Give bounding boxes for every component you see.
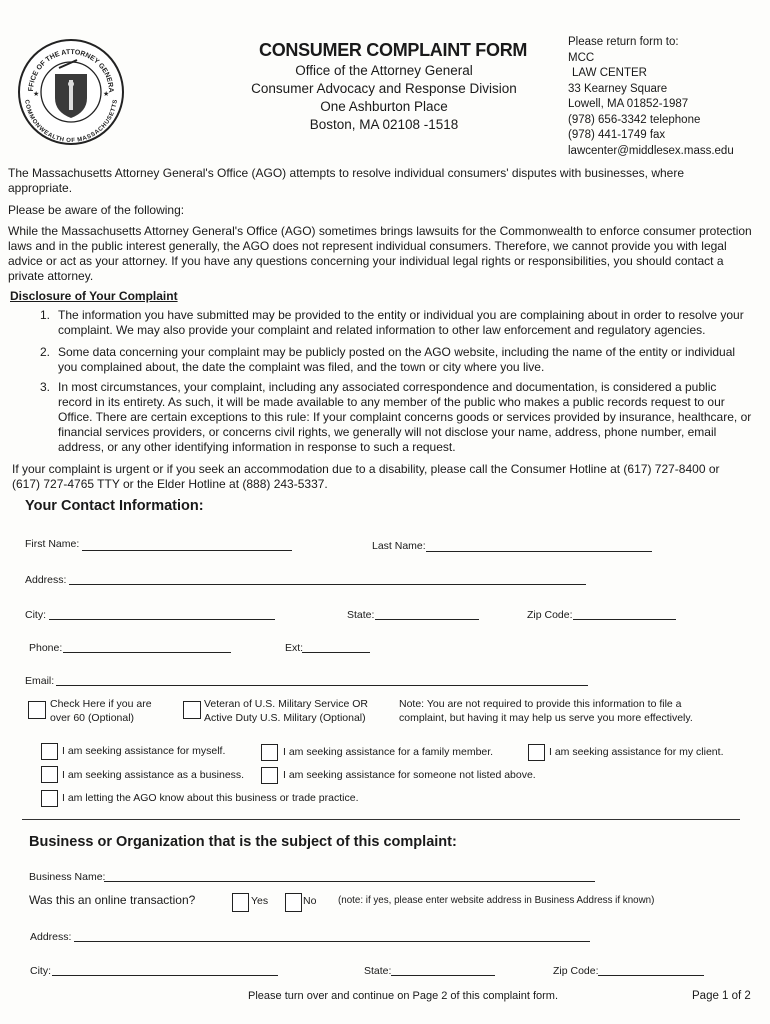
online-no-label: No: [303, 895, 317, 907]
online-transaction-question: Was this an online transaction?: [29, 893, 196, 907]
first-name-label: First Name:: [25, 538, 80, 550]
office-address-block: [225, 62, 543, 134]
assist-business-label: I am seeking assistance as a business.: [62, 769, 245, 781]
business-section-heading: Business or Organization that is the subject of this complaint:: [29, 834, 457, 850]
seal-inner-text: COMMONWEALTH OF MASSACHUSETTS: [23, 99, 119, 145]
seal-outer-text: FFICE OF THE ATTORNEY GENERA: [27, 48, 115, 93]
optional-info-note: [399, 697, 693, 725]
page-number: Page 1 of 2: [692, 990, 751, 1002]
business-name-field[interactable]: [104, 869, 595, 882]
return-email: lawcenter@middlesex.mass.edu: [568, 144, 734, 157]
office-line: Consumer Advocacy and Response Division: [251, 81, 517, 96]
disclosure-item: [40, 380, 752, 455]
office-line: Office of the Attorney General: [295, 63, 473, 78]
online-yes-checkbox[interactable]: [232, 893, 249, 912]
email-field[interactable]: [56, 673, 588, 686]
over-60-label-line: over 60 (Optional): [50, 712, 135, 724]
form-title: CONSUMER COMPLAINT FORM: [259, 40, 528, 60]
intro-paragraph-1: The Massachusetts Attorney General's Office (AGO) attempts to resolve individual consumers' disputes with businesses, where appropriate.: [8, 166, 684, 195]
svg-text:★: ★: [103, 91, 110, 98]
disclosure-item: [40, 308, 752, 338]
letting-ago-know-label: I am letting the AGO know about this business or trade practice.: [62, 792, 359, 804]
business-zip-field[interactable]: [598, 963, 704, 976]
assist-family-label: I am seeking assistance for a family member.: [283, 746, 494, 758]
online-yes-label: Yes: [251, 895, 269, 907]
disclosure-item-number: 1.: [40, 308, 51, 322]
letting-ago-know-checkbox[interactable]: [41, 790, 58, 807]
assist-other-checkbox[interactable]: [261, 767, 278, 784]
veteran-label: [204, 697, 368, 725]
business-name-label: Business Name:: [29, 871, 106, 883]
continue-instruction: Please turn over and continue on Page 2 of this complaint form.: [248, 990, 559, 1002]
disclosure-item-text: In most circumstances, your complaint, including any associated correspondence and documentation, is considered a public record in its entirety. As such, it will be made available to any member of the public who makes a public records request to our Office. There are certain exceptions to this rule: If your complaint concerns goods or services provided by insurance, healthcare, or financial services providers, or concerns civil rights, we generally will not disclose your name, address, phone number, email address, or any other identifying information in response to such a request.: [58, 380, 752, 454]
contact-section-heading: Your Contact Information:: [25, 498, 204, 514]
disclosure-item-number: 2.: [40, 345, 51, 359]
veteran-label-line: Veteran of U.S. Military Service OR: [204, 698, 368, 710]
last-name-field[interactable]: [426, 539, 652, 552]
assist-myself-checkbox[interactable]: [41, 743, 58, 760]
city-field[interactable]: [49, 607, 275, 620]
business-address-field[interactable]: [74, 929, 590, 942]
zip-label: Zip Code:: [527, 609, 573, 621]
assist-client-checkbox[interactable]: [528, 744, 545, 761]
section-divider: [22, 819, 740, 820]
disclosure-item-text: Some data concerning your complaint may be publicly posted on the AGO website, including the name of the entity or individual you complained about, the date the complaint was filed, and the town or city where you live.: [58, 345, 736, 374]
svg-text:★: ★: [33, 91, 40, 98]
disclosure-item-number: 3.: [40, 380, 51, 394]
intro-paragraph-3: While the Massachusetts Attorney General's Office (AGO) sometimes brings lawsuits for the Commonwealth to enforce consumer protection laws and in the public interest generally, the AGO does not represent individual consumers. Therefore, we cannot provide you with legal advice or act as your attorney. If you have any questions concerning your individual legal rights or responsibilities, you should contact a private attorney.: [8, 224, 752, 283]
disclosure-item-text: The information you have submitted may be provided to the entity or individual you are complaining about in order to resolve your complaint. We may also provide your complaint and related information to other law enforcement and regulatory agencies.: [58, 308, 744, 337]
phone-label: Phone:: [29, 642, 63, 654]
return-line: (978) 656-3342 telephone: [568, 113, 701, 126]
assist-myself-label: I am seeking assistance for myself.: [62, 745, 226, 757]
return-line: 33 Kearney Square: [568, 82, 668, 95]
state-field[interactable]: [375, 607, 479, 620]
note-line: Note: You are not required to provide this information to file a: [399, 698, 682, 710]
return-line: Please return form to:: [568, 36, 679, 48]
email-label: Email:: [25, 675, 55, 687]
urgent-notice: If your complaint is urgent or if you seek an accommodation due to a disability, please call the Consumer Hotline at (617) 727-8400 or (617) 727-4765 TTY or the Elder Hotline at (888) 243-5337.: [12, 462, 720, 491]
city-label: City:: [25, 609, 46, 621]
phone-field[interactable]: [63, 640, 231, 653]
last-name-label: Last Name:: [372, 540, 426, 552]
intro-paragraph-2: Please be aware of the following:: [8, 203, 185, 217]
state-label: State:: [347, 609, 375, 621]
assist-business-checkbox[interactable]: [41, 766, 58, 783]
online-no-checkbox[interactable]: [285, 893, 302, 912]
online-note: (note: if yes, please enter website address in Business Address if known): [338, 895, 655, 906]
assist-other-label: I am seeking assistance for someone not listed above.: [283, 769, 536, 781]
business-zip-label: Zip Code:: [553, 965, 599, 977]
note-line: complaint, but having it may help us serve you more effectively.: [399, 712, 693, 724]
address-label: Address:: [25, 574, 67, 586]
attorney-general-seal: [15, 38, 127, 146]
over-60-checkbox[interactable]: [28, 701, 46, 719]
assist-family-checkbox[interactable]: [261, 744, 278, 761]
office-line: One Ashburton Place: [320, 99, 448, 114]
return-line: LAW CENTER: [572, 67, 647, 79]
veteran-checkbox[interactable]: [183, 701, 201, 719]
business-city-label: City:: [30, 965, 51, 977]
business-state-label: State:: [364, 965, 392, 977]
assist-client-label: I am seeking assistance for my client.: [549, 746, 724, 758]
veteran-label-line: Active Duty U.S. Military (Optional): [204, 712, 366, 724]
business-state-field[interactable]: [391, 963, 495, 976]
disclosure-heading: Disclosure of Your Complaint: [10, 289, 178, 303]
ext-label: Ext:: [285, 642, 304, 654]
business-address-label: Address:: [30, 931, 72, 943]
return-line: MCC: [568, 51, 595, 64]
disclosure-item: [40, 345, 752, 375]
business-city-field[interactable]: [52, 963, 278, 976]
ext-field[interactable]: [302, 640, 370, 653]
return-address-block: [568, 35, 734, 159]
zip-field[interactable]: [573, 607, 676, 620]
address-field[interactable]: [69, 572, 586, 585]
office-line: Boston, MA 02108 -1518: [309, 117, 459, 132]
over-60-label: [50, 697, 152, 725]
return-line: Lowell, MA 01852-1987: [568, 98, 689, 110]
over-60-label-line: Check Here if you are: [50, 698, 152, 710]
first-name-field[interactable]: [82, 538, 292, 551]
return-line: (978) 441-1749 fax: [568, 129, 666, 141]
